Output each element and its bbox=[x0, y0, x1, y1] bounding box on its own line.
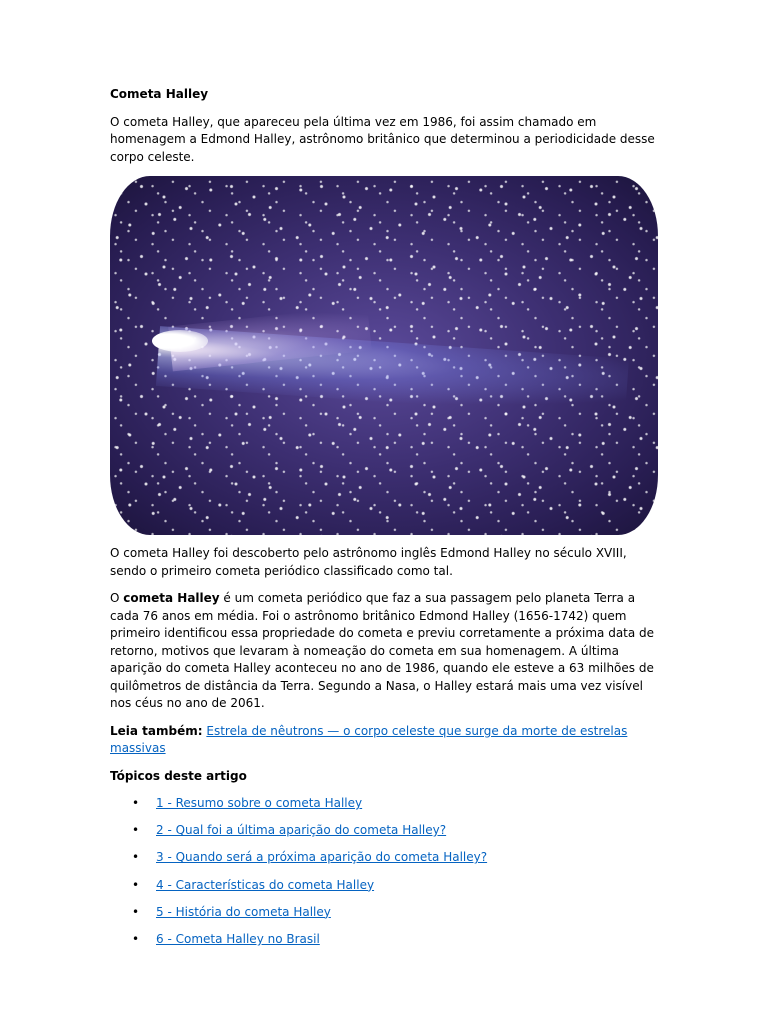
topic-item bbox=[110, 877, 660, 895]
leia-tambem-label: Leia também: bbox=[110, 723, 203, 738]
topic-link[interactable]: 4 - Características do cometa Halley bbox=[156, 877, 375, 892]
article bbox=[110, 86, 660, 958]
topic-link[interactable]: 5 - História do cometa Halley bbox=[156, 904, 331, 919]
leia-tambem-link[interactable]: Estrela de nêutrons — o corpo celeste que surge da morte de estrelas massivas bbox=[110, 723, 628, 755]
topic-link[interactable]: 1 - Resumo sobre o cometa Halley bbox=[156, 796, 363, 810]
intro-paragraph: O cometa Halley, que apareceu pela última vez em 1986, foi assim chamado em homenagem a Edmond Halley, astrônomo britânico que determinou a periodicidade desse corpo celeste. bbox=[110, 114, 655, 164]
topics-list bbox=[110, 795, 660, 948]
comet-photo bbox=[110, 176, 658, 535]
topic-item bbox=[110, 904, 660, 922]
topic-item bbox=[110, 795, 660, 813]
bullet-icon: • bbox=[132, 931, 140, 946]
bullet-icon: • bbox=[132, 796, 140, 810]
comet-head bbox=[152, 330, 208, 352]
photo-caption: O cometa Halley foi descoberto pelo astrônomo inglês Edmond Halley no século XVIII, sendo o primeiro cometa periódico classificado como tal. bbox=[110, 546, 627, 578]
body-paragraph bbox=[110, 590, 660, 713]
topic-item bbox=[110, 849, 660, 867]
bullet-icon: • bbox=[132, 904, 140, 919]
topic-item bbox=[110, 822, 660, 840]
body-prefix: O bbox=[110, 591, 124, 605]
bullet-icon: • bbox=[132, 850, 140, 865]
topics-title: Tópicos deste artigo bbox=[110, 768, 247, 783]
leia-tambem bbox=[110, 723, 660, 758]
bullet-icon: • bbox=[132, 877, 140, 892]
topic-link[interactable]: 2 - Qual foi a última aparição do cometa Halley? bbox=[156, 823, 447, 838]
topic-item bbox=[110, 931, 660, 949]
topic-link[interactable]: 6 - Cometa Halley no Brasil bbox=[156, 931, 320, 946]
article-title: Cometa Halley bbox=[110, 87, 209, 101]
bullet-icon: • bbox=[132, 823, 140, 838]
body-rest: é um cometa periódico que faz a sua passagem pelo planeta Terra a cada 76 anos em média. Foi o astrônomo britânico Edmond Halley (1656-1742) quem primeiro identificou essa propriedade do cometa e previu corretamente a próxima data de retorno, motivos que levaram à nomeação do cometa em sua homenagem. A última aparição do cometa Halley aconteceu no ano de 1986, quando ele esteve a 63 milhões de quilômetros de distância da Terra. Segundo a Nasa, o Halley estará mais uma vez visível nos céus no ano de 2061. bbox=[110, 591, 655, 710]
topic-link[interactable]: 3 - Quando será a próxima aparição do cometa Halley? bbox=[156, 850, 488, 865]
body-bold: cometa Halley bbox=[123, 591, 220, 605]
